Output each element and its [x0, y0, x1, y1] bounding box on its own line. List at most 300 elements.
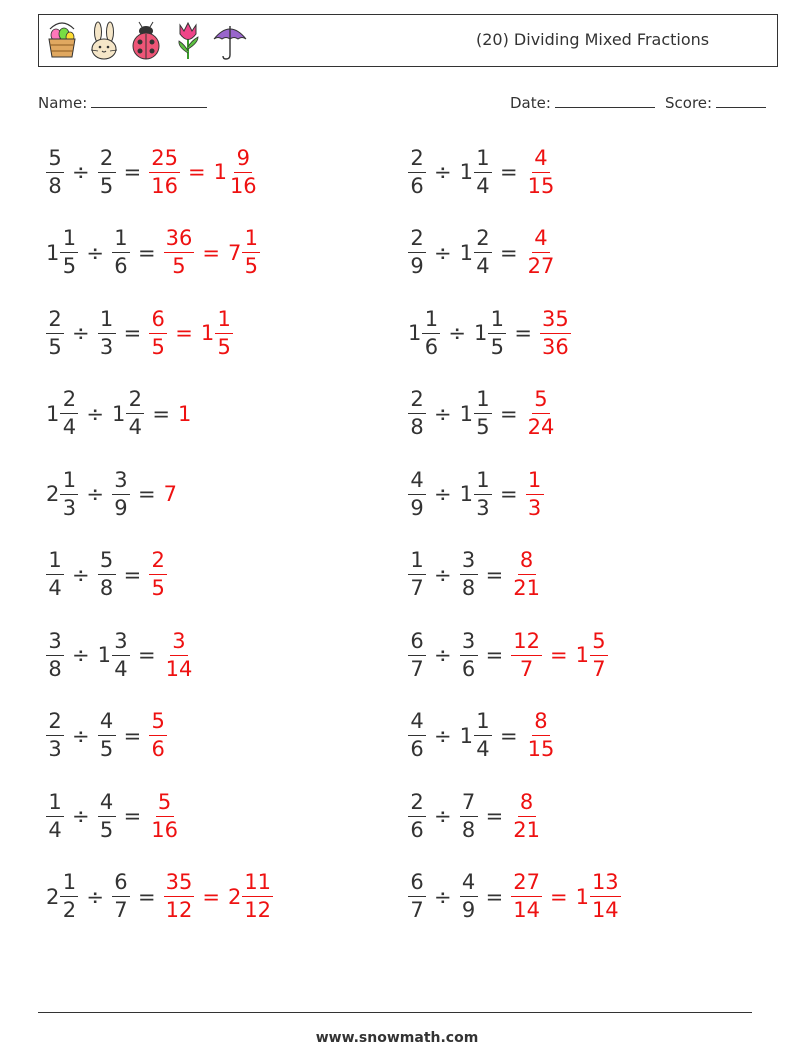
fraction [149, 791, 180, 842]
fraction [408, 147, 426, 198]
numerator: 35 [164, 871, 195, 897]
answer [511, 791, 542, 842]
numerator: 1 [422, 308, 440, 334]
equals-sign: = [499, 723, 518, 748]
denominator: 5 [62, 254, 77, 278]
fraction [488, 308, 506, 359]
denominator: 16 [229, 173, 257, 198]
denominator: 7 [410, 898, 424, 922]
problem-row [46, 705, 167, 767]
fraction [460, 871, 478, 922]
name-field[interactable] [38, 93, 207, 112]
divide-sign: ÷ [86, 884, 104, 909]
whole-number: 1 [575, 643, 589, 667]
equals-sign: = [152, 401, 170, 426]
equals-sign: = [485, 804, 504, 828]
fraction [60, 871, 78, 922]
numerator: 6 [408, 871, 426, 897]
divide-sign: ÷ [86, 240, 104, 265]
whole-number: 2 [46, 482, 60, 506]
fraction [474, 710, 492, 761]
denominator: 6 [461, 656, 476, 681]
divide-sign: ÷ [434, 482, 452, 506]
fraction [408, 630, 426, 681]
equals-sign: = [137, 240, 156, 265]
numerator: 6 [408, 630, 426, 656]
numerator: 1 [488, 308, 506, 334]
fraction [215, 308, 233, 359]
numerator: 35 [540, 308, 571, 334]
equals-sign: = [485, 643, 504, 667]
denominator: 5 [151, 334, 165, 359]
whole-number: 2 [46, 884, 60, 909]
numerator: 1 [474, 469, 492, 495]
denominator: 5 [217, 334, 231, 359]
fraction [511, 791, 542, 842]
fraction [242, 227, 260, 278]
numerator: 36 [164, 227, 195, 253]
whole-number: 1 [213, 160, 227, 184]
footer-divider [38, 1012, 752, 1013]
numerator: 1 [474, 710, 492, 736]
fraction [60, 388, 78, 439]
numerator: 13 [590, 871, 621, 897]
answer [149, 549, 167, 600]
answer [164, 630, 195, 681]
denominator: 15 [527, 173, 555, 198]
numerator: 1 [46, 549, 64, 575]
whole-number: 1 [473, 321, 488, 345]
fraction [112, 630, 130, 681]
fraction [46, 630, 64, 681]
fraction [164, 227, 195, 278]
numerator: 3 [170, 630, 188, 656]
denominator: 5 [476, 415, 490, 439]
whole-number: 1 [459, 401, 473, 426]
denominator: 4 [476, 737, 490, 761]
fraction [164, 871, 195, 922]
fraction [540, 308, 571, 359]
denominator: 4 [48, 576, 62, 600]
problem-row [46, 866, 273, 928]
numerator: 12 [511, 630, 542, 656]
numerator: 4 [98, 791, 116, 817]
problem-row [408, 866, 621, 928]
whole-number: 1 [408, 321, 422, 345]
fraction [408, 227, 426, 278]
divide-sign: ÷ [434, 723, 452, 748]
numerator: 2 [408, 147, 426, 173]
fraction [408, 549, 426, 600]
equals-sign: = [137, 643, 156, 667]
answer [149, 147, 258, 198]
worksheet-header [38, 14, 778, 67]
numerator: 7 [460, 791, 478, 817]
answer [149, 308, 233, 359]
score-field[interactable] [665, 93, 766, 112]
answer [149, 791, 180, 842]
denominator: 8 [461, 576, 476, 600]
equals-sign: = [549, 884, 568, 909]
fraction [46, 710, 64, 761]
fraction [112, 227, 130, 278]
denominator: 5 [99, 173, 114, 198]
numerator: 4 [98, 710, 116, 736]
denominator: 2 [62, 898, 77, 922]
numerator: 4 [408, 469, 426, 495]
problem-row [46, 544, 167, 606]
denominator: 6 [410, 817, 424, 842]
whole-number: 7 [227, 240, 242, 265]
denominator: 7 [592, 656, 606, 681]
fraction [46, 549, 64, 600]
answer [540, 308, 571, 359]
fraction [98, 147, 116, 198]
numerator: 2 [126, 388, 144, 414]
denominator: 3 [99, 334, 114, 359]
answer-whole: 1 [177, 401, 192, 426]
problem-row [408, 383, 556, 445]
fraction [60, 469, 78, 520]
divide-sign: ÷ [434, 562, 452, 587]
fraction [149, 147, 180, 198]
denominator: 6 [410, 173, 424, 198]
fraction [98, 710, 116, 761]
divide-sign: ÷ [434, 160, 452, 184]
numerator: 3 [46, 630, 64, 656]
numerator: 1 [474, 147, 492, 173]
numerator: 11 [242, 871, 273, 897]
fraction [422, 308, 440, 359]
answer [164, 871, 273, 922]
denominator: 4 [128, 415, 143, 439]
denominator: 8 [48, 656, 62, 681]
whole-number: 1 [200, 321, 215, 345]
numerator: 2 [60, 388, 78, 414]
denominator: 5 [151, 576, 165, 600]
fraction [126, 388, 144, 439]
fraction [408, 710, 426, 761]
numerator: 4 [460, 871, 478, 897]
divide-sign: ÷ [434, 643, 452, 667]
denominator: 7 [410, 656, 424, 681]
answer [511, 549, 542, 600]
denominator: 14 [513, 898, 540, 922]
divide-sign: ÷ [72, 804, 90, 828]
equals-sign: = [514, 321, 532, 345]
divide-sign: ÷ [72, 321, 90, 345]
problem-row [46, 785, 180, 847]
denominator: 6 [424, 334, 439, 359]
denominator: 6 [410, 737, 424, 761]
date-blank[interactable] [555, 93, 655, 108]
divide-sign: ÷ [72, 723, 90, 748]
problem-row [408, 222, 556, 284]
numerator: 1 [60, 227, 78, 253]
problem-row [46, 141, 259, 203]
fraction [98, 308, 116, 359]
name-blank[interactable] [91, 93, 207, 108]
denominator: 16 [151, 173, 178, 198]
denominator: 4 [476, 173, 490, 198]
numerator: 3 [112, 630, 130, 656]
numerator: 2 [474, 227, 492, 253]
whole-number: 2 [227, 884, 242, 909]
whole-number: 1 [111, 401, 126, 426]
fraction [60, 227, 78, 278]
numerator: 8 [518, 549, 536, 575]
equals-sign: = [187, 160, 206, 184]
divide-sign: ÷ [434, 884, 452, 909]
denominator: 5 [99, 737, 114, 761]
fraction [526, 469, 544, 520]
denominator: 27 [527, 254, 555, 278]
denominator: 4 [114, 656, 128, 681]
numerator: 4 [532, 227, 550, 253]
ladybug-icon [129, 21, 163, 61]
denominator: 3 [62, 495, 77, 520]
whole-number: 1 [459, 723, 473, 748]
denominator: 9 [410, 495, 424, 520]
numerator: 3 [460, 630, 478, 656]
answer [526, 388, 557, 439]
divide-sign: ÷ [434, 240, 452, 265]
umbrella-icon [213, 21, 247, 61]
fraction [408, 791, 426, 842]
equals-sign: = [499, 482, 518, 506]
denominator: 5 [244, 254, 258, 278]
fraction [408, 871, 426, 922]
name-label: Name: [38, 94, 88, 112]
equals-sign: = [137, 884, 156, 909]
denominator: 7 [114, 898, 128, 922]
equals-sign: = [202, 884, 220, 909]
divide-sign: ÷ [434, 401, 452, 426]
equals-sign: = [549, 643, 568, 667]
equals-sign: = [123, 723, 142, 748]
numerator: 1 [60, 871, 78, 897]
answer [511, 871, 620, 922]
problem-row [408, 141, 556, 203]
problem-row [408, 785, 542, 847]
problem-row [408, 544, 542, 606]
whole-number: 1 [459, 160, 473, 184]
denominator: 14 [165, 656, 193, 681]
numerator: 2 [408, 791, 426, 817]
numerator: 2 [46, 710, 64, 736]
numerator: 5 [532, 388, 550, 414]
numerator: 2 [408, 227, 426, 253]
answer [149, 710, 167, 761]
numerator: 5 [156, 791, 174, 817]
numerator: 2 [98, 147, 116, 173]
numerator: 25 [149, 147, 180, 173]
denominator: 21 [513, 817, 540, 842]
fraction [98, 549, 116, 600]
denominator: 24 [527, 415, 555, 439]
denominator: 15 [527, 737, 555, 761]
fraction [112, 469, 130, 520]
problem-row [46, 302, 233, 364]
equals-sign: = [499, 160, 518, 184]
answer [164, 227, 261, 278]
numerator: 1 [98, 308, 116, 334]
answer [526, 469, 544, 520]
denominator: 16 [151, 817, 178, 842]
denominator: 9 [461, 898, 476, 922]
whole-number: 1 [46, 401, 60, 426]
fraction [474, 469, 492, 520]
denominator: 8 [461, 817, 476, 842]
fraction [149, 710, 167, 761]
divide-sign: ÷ [72, 562, 90, 587]
problem-row [408, 302, 571, 364]
equals-sign: = [499, 240, 518, 265]
numerator: 1 [112, 227, 130, 253]
denominator: 5 [48, 334, 62, 359]
numerator: 8 [518, 791, 536, 817]
denominator: 36 [541, 334, 569, 359]
fraction [228, 147, 259, 198]
fraction [46, 791, 64, 842]
problem-row [46, 463, 178, 525]
denominator: 4 [476, 254, 490, 278]
problem-row [408, 705, 556, 767]
numerator: 3 [460, 549, 478, 575]
answer [164, 482, 178, 506]
numerator: 5 [590, 630, 608, 656]
numerator: 4 [408, 710, 426, 736]
fraction [164, 630, 195, 681]
whole-number: 1 [46, 240, 60, 265]
problem-row [46, 383, 192, 445]
divide-sign: ÷ [72, 160, 90, 184]
answer [526, 710, 557, 761]
equals-sign: = [123, 562, 142, 587]
fraction [408, 469, 426, 520]
numerator: 1 [526, 469, 544, 495]
fraction [460, 791, 478, 842]
whole-number: 1 [97, 643, 111, 667]
worksheet-title: (20) Dividing Mixed Fractions [476, 30, 710, 49]
numerator: 1 [215, 308, 233, 334]
fraction [460, 630, 478, 681]
fraction [149, 549, 167, 600]
denominator: 7 [519, 656, 534, 681]
answer [511, 630, 608, 681]
numerator: 4 [532, 147, 550, 173]
denominator: 5 [99, 817, 114, 842]
fraction [590, 630, 608, 681]
denominator: 9 [410, 254, 424, 278]
header-icons [45, 21, 247, 61]
fraction [46, 147, 64, 198]
equals-sign: = [485, 562, 504, 587]
fraction [526, 147, 557, 198]
bunny-icon [87, 21, 121, 61]
fraction [474, 147, 492, 198]
divide-sign: ÷ [86, 401, 104, 426]
numerator: 1 [46, 791, 64, 817]
equals-sign: = [123, 321, 142, 345]
score-label: Score: [665, 94, 713, 112]
equals-sign: = [137, 482, 156, 506]
numerator: 3 [112, 469, 130, 495]
fraction [98, 791, 116, 842]
denominator: 9 [114, 495, 128, 520]
numerator: 1 [60, 469, 78, 495]
answer [178, 402, 192, 426]
fraction [511, 630, 542, 681]
denominator: 5 [172, 254, 186, 278]
answer [526, 147, 557, 198]
numerator: 1 [242, 227, 260, 253]
fraction [511, 871, 542, 922]
tulip-icon [171, 21, 205, 61]
date-field[interactable] [510, 93, 655, 112]
denominator: 6 [151, 737, 165, 761]
fraction [526, 388, 557, 439]
fraction [460, 549, 478, 600]
date-label: Date: [510, 94, 551, 112]
score-blank[interactable] [716, 93, 766, 108]
equals-sign: = [202, 240, 220, 265]
numerator: 2 [149, 549, 167, 575]
numerator: 1 [408, 549, 426, 575]
denominator: 21 [513, 576, 540, 600]
equals-sign: = [485, 884, 504, 909]
fraction [408, 388, 426, 439]
denominator: 14 [591, 898, 619, 922]
numerator: 2 [46, 308, 64, 334]
footer-url: www.snowmath.com [315, 1030, 479, 1046]
easter-basket-icon [45, 21, 79, 61]
denominator: 4 [48, 817, 62, 842]
numerator: 9 [234, 147, 252, 173]
denominator: 5 [490, 334, 505, 359]
equals-sign: = [123, 160, 142, 184]
numerator: 5 [98, 549, 116, 575]
problem-row [46, 222, 260, 284]
fraction [474, 227, 492, 278]
problem-row [408, 463, 544, 525]
denominator: 12 [244, 898, 272, 922]
fraction [526, 227, 557, 278]
fraction [46, 308, 64, 359]
divide-sign: ÷ [86, 482, 104, 506]
denominator: 7 [410, 576, 424, 600]
whole-number: 1 [459, 240, 473, 265]
numerator: 1 [474, 388, 492, 414]
denominator: 4 [62, 415, 77, 439]
fraction [590, 871, 621, 922]
denominator: 3 [527, 495, 542, 520]
denominator: 3 [476, 495, 490, 520]
divide-sign: ÷ [72, 643, 90, 667]
denominator: 8 [99, 576, 114, 600]
divide-sign: ÷ [434, 804, 452, 828]
denominator: 3 [48, 737, 62, 761]
numerator: 5 [149, 710, 167, 736]
whole-number: 1 [575, 884, 589, 909]
numerator: 6 [112, 871, 130, 897]
problem-row [408, 624, 608, 686]
whole-number: 1 [459, 482, 473, 506]
numerator: 2 [408, 388, 426, 414]
denominator: 8 [410, 415, 424, 439]
fraction [474, 388, 492, 439]
denominator: 8 [48, 173, 62, 198]
